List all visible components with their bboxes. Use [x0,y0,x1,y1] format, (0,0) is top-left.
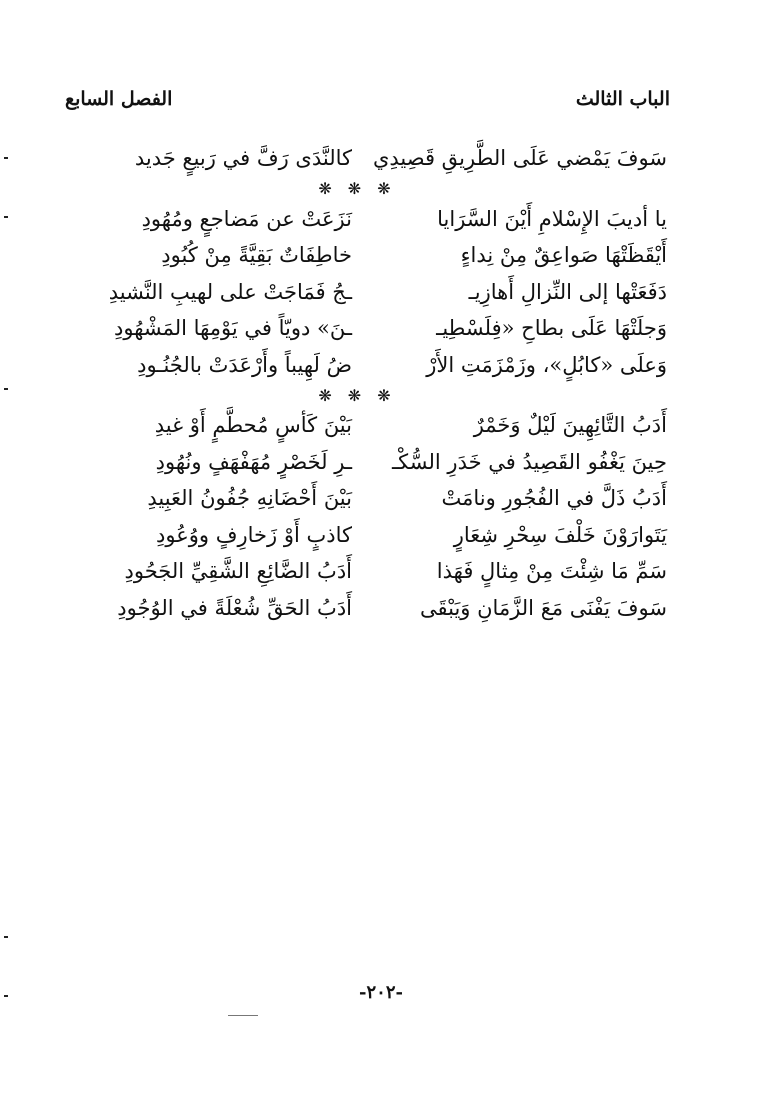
divider-star-icon: ❋ [347,385,362,405]
divider-star-icon: ❋ [377,385,391,405]
footer-rule [228,1015,258,1016]
chapter-title: الباب الثالث [575,88,670,110]
verse [102,590,667,627]
verse-second-hemistich: كالنَّدَى رَفَّ في رَبيعٍ جَديد [134,146,352,171]
verse-first-hemistich: وَجلَتْهَا عَلَى بطاحِ «فِلَسْطِيـ [436,316,667,341]
verse-second-hemistich: نَزَعَتْ عن مَضاجعٍ ومُهُودِ [141,206,352,231]
verse-first-hemistich: يَتَوارَوْنَ خَلْفَ سِحْرِ شِعَارٍ [453,522,667,547]
verse [102,347,667,384]
verse-first-hemistich: يا أديبَ الإِسْلامِ أَيْنَ السَّرَايا [437,206,667,231]
verse-first-hemistich: سَوفَ يَمْضي عَلَى الطَّرِيقِ قَصِيدِي [372,146,667,171]
divider-star-icon: ❋ [377,179,391,198]
verse [102,480,667,517]
verse-first-hemistich: سَمِّ مَا شِئْتَ مِنْ مِثالٍ فَهَذا [436,559,667,584]
verse-second-hemistich: ـرِ لَخَصْرٍ مُهَفْهَفٍ ونُهُودِ [155,449,352,474]
margin-mark [4,157,8,159]
verse [102,310,667,347]
verse-second-hemistich: أَدَبُ الحَقِّ شُعْلَةً في الوُجُودِ [117,595,352,620]
verse [102,407,667,444]
verse [102,140,667,177]
verse [102,517,667,554]
verse-first-hemistich: حِينَ يَغْفُو القَصِيدُ في خَدَرِ السُّكْـ [392,449,667,474]
verse [102,444,667,481]
margin-mark [4,936,8,938]
stanza-2 [102,201,667,384]
verse-first-hemistich: أَدَبُ ذَلَّ في الفُجُورِ ونامَتْ [441,486,667,511]
verse-first-hemistich: أَدَبُ التَّائِهِينَ لَيْلٌ وَخَمْرٌ [473,413,667,438]
verse-first-hemistich: سَوفَ يَفْنَى مَعَ الزَّمَانِ وَيَبْقَى [420,595,667,620]
section-title: الفصل السابع [65,88,173,110]
margin-mark [4,388,8,390]
verse [102,553,667,590]
poem [102,140,667,626]
divider-star-icon: ❋ [318,385,332,405]
verse-second-hemistich: أَدَبُ الضَّائِعِ الشَّقِيِّ الجَحُودِ [124,559,352,584]
stanza-divider [102,177,667,201]
verse-second-hemistich: بَيْنَ كَأسٍ مُحطَّمٍ أَوْ غيدِ [154,413,352,438]
margin-mark [4,995,8,997]
verse [102,201,667,238]
verse [102,274,667,311]
divider-star-icon: ❋ [347,179,362,198]
verse-second-hemistich: ضُ لَهِيباً وأَرْعَدَتْ بالجُنُـودِ [137,352,352,377]
margin-mark [4,216,8,218]
verse-first-hemistich: دَفَعَتْها إلى النِّزالِ أَهازِيـ [468,279,667,304]
verse-second-hemistich: ـنَ» دويّاً في يَوْمِهَا المَشْهُودِ [114,316,352,341]
verse-first-hemistich: أَيْقَظَتْهَا صَواعِقٌ مِنْ نِداءٍ [460,243,667,268]
verse-second-hemistich: كاذبٍ أَوْ زَخارِفٍ ووُعُودِ [156,522,352,547]
verse-first-hemistich: وَعلَى «كابُلٍ»، وزَمْزَمَتِ الأَرْ [426,352,667,377]
stanza-divider [102,383,667,407]
verse-second-hemistich: بَيْنَ أَحْضَانِهِ جُفُونُ العَبِيدِ [147,486,352,511]
stanza-3 [102,407,667,626]
divider-star-icon: ❋ [318,179,332,198]
verse-second-hemistich: ـجُ فَمَاجَتْ على لهيبِ النَّشيدِ [108,279,352,304]
verse [102,237,667,274]
stanza-1 [102,140,667,177]
page-number: -٢٠٢- [359,982,403,1003]
verse-second-hemistich: خاطِفَاتٌ بَقِيَّةً مِنْ كُبُودِ [161,243,352,268]
